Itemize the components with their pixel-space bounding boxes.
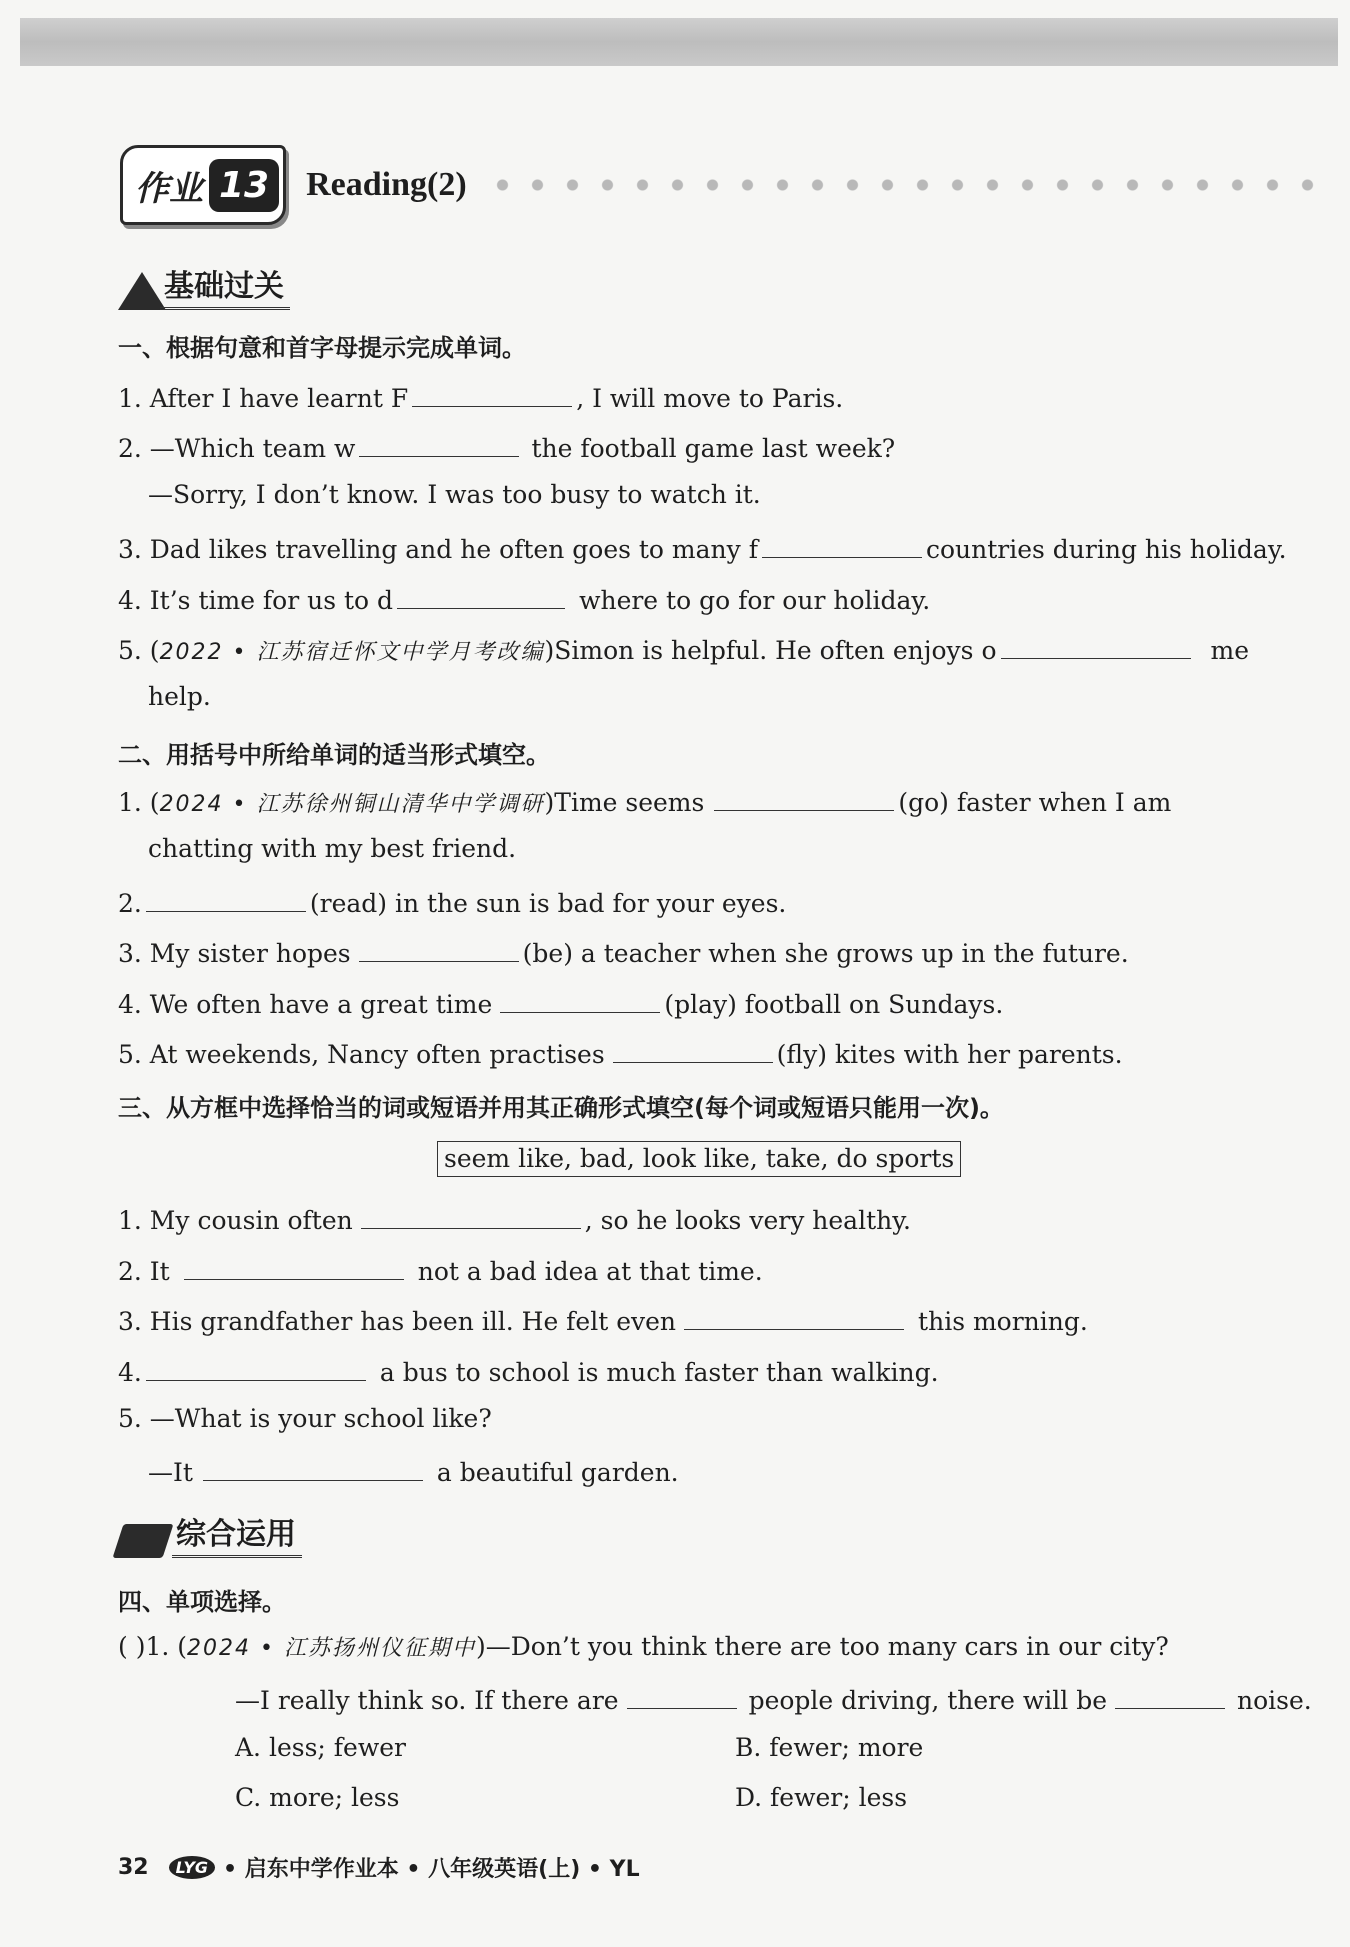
section-basic — [118, 266, 290, 310]
section-label: 综合运用 — [172, 1515, 302, 1558]
badge-number: 13 — [209, 159, 279, 212]
question-cont: —Sorry, I don’t know. I was too busy to watch it. — [148, 480, 761, 509]
answer-blank[interactable] — [146, 883, 306, 912]
source-note: 2022 • 江苏宿迁怀文中学月考改编 — [159, 640, 545, 665]
question-cont: —I really think so. If there are people driving, there will be noise. — [235, 1680, 1312, 1718]
question-cont: —It a beautiful garden. — [148, 1452, 679, 1490]
question: 3. Dad likes travelling and he often goes to many f countries during his holiday. — [118, 529, 1287, 567]
answer-blank[interactable] — [1115, 1680, 1225, 1709]
option-b[interactable]: B. fewer; more — [735, 1733, 924, 1762]
question: 2. It not a bad idea at that time. — [118, 1251, 763, 1289]
question: ( )1. (2024 • 江苏扬州仪征期中)—Don’t you think there are too many cars in our city? — [118, 1632, 1169, 1661]
question: 5. (2022 • 江苏宿迁怀文中学月考改编)Simon is helpful. He often enjoys o me — [118, 630, 1249, 670]
answer-blank[interactable] — [412, 378, 572, 407]
answer-blank[interactable] — [184, 1251, 404, 1280]
question: 1. (2024 • 江苏徐州铜山清华中学调研)Time seems (go) faster when I am — [118, 782, 1171, 822]
answer-blank[interactable] — [359, 933, 519, 962]
question: 4. We often have a great time (play) football on Sundays. — [118, 984, 1003, 1022]
question: 2. —Which team w the football game last week? — [118, 428, 895, 466]
answer-blank[interactable] — [203, 1452, 423, 1481]
section-label: 基础过关 — [160, 267, 290, 310]
question: 4. a bus to school is much faster than walking. — [118, 1352, 939, 1390]
block-icon — [112, 1524, 173, 1558]
section-applied — [118, 1514, 302, 1558]
page-number: 32 — [118, 1855, 149, 1880]
triangle-icon — [118, 272, 166, 310]
answer-blank[interactable] — [361, 1200, 581, 1229]
answer-blank[interactable] — [146, 1352, 366, 1381]
homework-badge — [120, 145, 286, 225]
footer-text: • 启东中学作业本 • 八年级英语(上) • YL — [223, 1857, 640, 1882]
part1-title: 一、根据句意和首字母提示完成单词。 — [118, 334, 526, 362]
answer-blank[interactable] — [714, 782, 894, 811]
question: 5. —What is your school like? — [118, 1404, 492, 1433]
option-a[interactable]: A. less; fewer — [235, 1733, 406, 1762]
answer-blank[interactable] — [684, 1301, 904, 1330]
part2-title: 二、用括号中所给单词的适当形式填空。 — [118, 741, 550, 769]
publisher-logo: LYG — [169, 1856, 215, 1879]
dotted-rule — [485, 179, 1335, 191]
option-d[interactable]: D. fewer; less — [735, 1783, 908, 1812]
question: 2. (read) in the sun is bad for your eyes. — [118, 883, 786, 921]
source-note: 2024 • 江苏扬州仪征期中 — [187, 1636, 476, 1661]
question-cont: chatting with my best friend. — [148, 834, 517, 863]
question: 3. His grandfather has been ill. He felt even this morning. — [118, 1301, 1088, 1339]
answer-blank[interactable] — [1001, 630, 1191, 659]
question: 1. My cousin often , so he looks very healthy. — [118, 1200, 911, 1238]
question: 3. My sister hopes (be) a teacher when she grows up in the future. — [118, 933, 1129, 971]
top-scan-band — [20, 18, 1338, 66]
answer-blank[interactable] — [500, 984, 660, 1013]
word-box: seem like, bad, look like, take, do sports — [437, 1141, 961, 1177]
question-cont: help. — [148, 682, 211, 711]
part4-title: 四、单项选择。 — [118, 1588, 286, 1616]
badge-label: 作业 — [135, 168, 203, 209]
answer-blank[interactable] — [397, 580, 565, 609]
option-c[interactable]: C. more; less — [235, 1783, 400, 1812]
lesson-title: Reading(2) — [306, 166, 467, 203]
source-note: 2024 • 江苏徐州铜山清华中学调研 — [159, 792, 545, 817]
lesson-header — [120, 140, 1335, 230]
page-footer — [118, 1852, 640, 1883]
question: 1. After I have learnt F , I will move to Paris. — [118, 378, 843, 416]
part3-title: 三、从方框中选择恰当的词或短语并用其正确形式填空(每个词或短语只能用一次)。 — [118, 1094, 1004, 1122]
answer-blank[interactable] — [762, 529, 922, 558]
answer-blank[interactable] — [627, 1680, 737, 1709]
question: 5. At weekends, Nancy often practises (fly) kites with her parents. — [118, 1034, 1123, 1072]
answer-blank[interactable] — [613, 1034, 773, 1063]
question: 4. It’s time for us to d where to go for our holiday. — [118, 580, 930, 618]
answer-blank[interactable] — [359, 428, 519, 457]
